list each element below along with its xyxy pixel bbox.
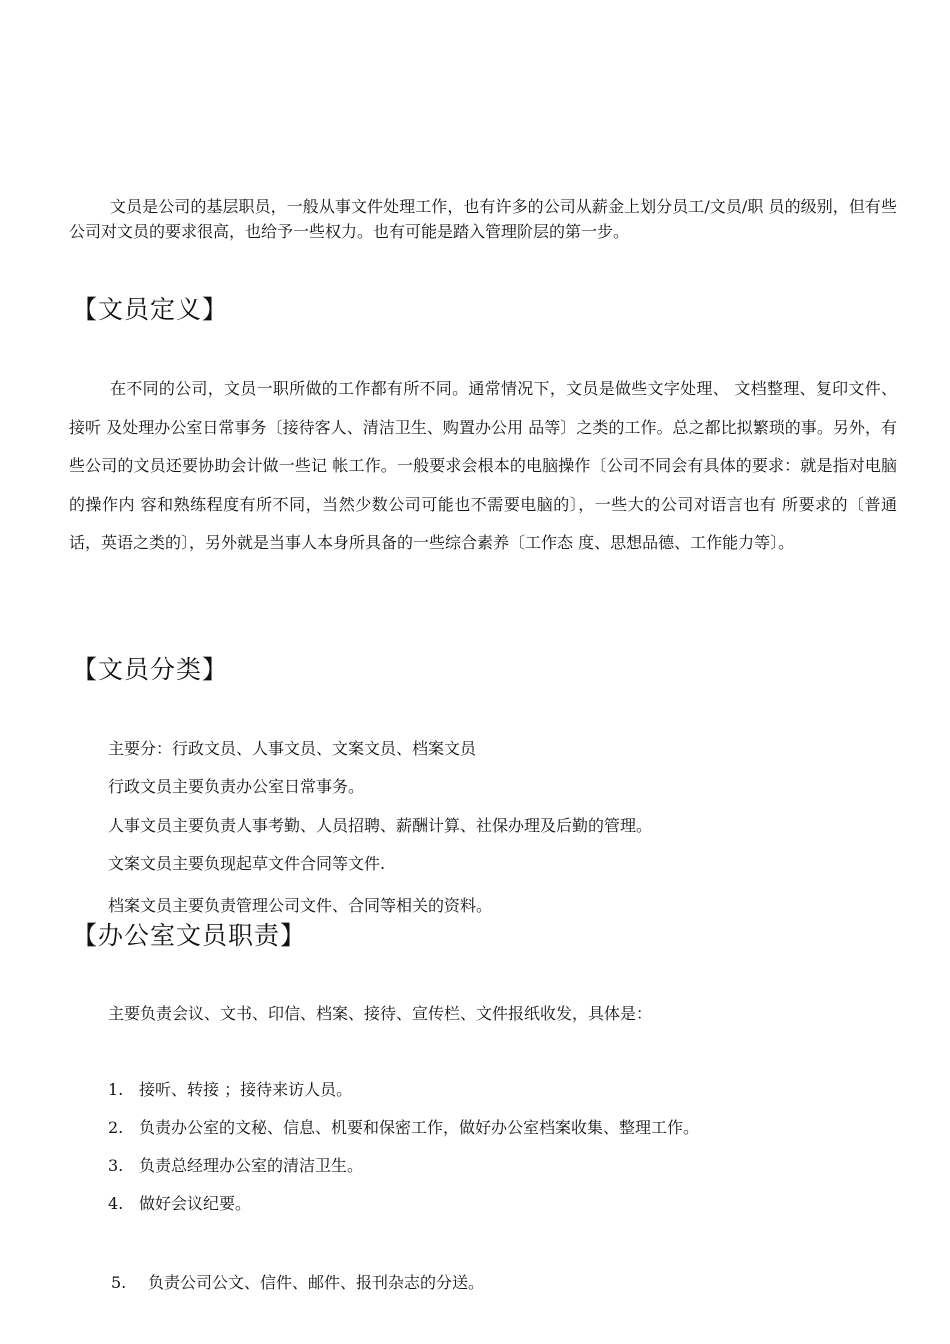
- classification-line: 行政文员主要负责办公室日常事务。: [108, 777, 365, 796]
- duty-item: [108, 1193, 251, 1215]
- duty-item-text: 负责总经理办公室的清洁卫生。: [139, 1156, 364, 1175]
- duties-heading: 【办公室文员职责】: [72, 921, 307, 950]
- duty-item-number: 2.: [108, 1118, 124, 1137]
- duty-item: [108, 1155, 363, 1177]
- duty-item-number: 1.: [108, 1080, 124, 1099]
- classification-line: 主要分：行政文员、人事文员、文案文员、档案文员: [108, 739, 477, 758]
- duty-item-text: 负责办公室的文秘、信息、机要和保密工作，做好办公室档案收集、整理工作。: [139, 1118, 700, 1137]
- duties-intro: 主要负责会议、文书、印信、档案、接待、宣传栏、文件报纸收发，具体是：: [108, 1004, 653, 1023]
- duty-item: [108, 1079, 352, 1101]
- duty-item: [111, 1272, 484, 1294]
- duty-item-number: 5.: [111, 1273, 127, 1292]
- classification-line: 文案文员主要负现起草文件合同等文件.: [108, 854, 386, 873]
- duty-item-text: 负责公司公文、信件、邮件、报刊杂志的分送。: [148, 1273, 485, 1292]
- definition-paragraph: 在不同的公司，文员一职所做的工作都有所不同。通常情况下，文员是做些文字处理、 文档整理、复印文件、接听 及处理办公室日常事务〔接待客人、清洁卫生、购置办公用 品等〕之类的工作。总之都比拟繁琐的事。另外，有些公司的文员还要协助会计做一些记 帐工作。一般要求会根本的电脑操作〔公司不同会有具体的要求：就是指对电脑的操作内 容和熟练程度有所不同，当然少数公司可能也不需要电脑的〕，一些大的公司对语言也有 所要求的〔普通话，英语之类的〕，另外就是当事人本身所具备的一些综合素养〔工作态 度、思想品德、工作能力等〕。: [69, 379, 897, 552]
- duty-item: [108, 1117, 699, 1139]
- duty-item-number: 3.: [108, 1156, 124, 1175]
- classification-line: 人事文员主要负责人事考勤、人员招聘、薪酬计算、社保办理及后勤的管理。: [108, 816, 653, 835]
- classification-line: 档案文员主要负责管理公司文件、合同等相关的资料。: [108, 896, 493, 915]
- definition-heading: 【文员定义】: [72, 295, 229, 324]
- duty-item-number: 4.: [108, 1194, 124, 1213]
- duty-item-text: 接听、转接 ；接待来访人员。: [139, 1080, 353, 1099]
- intro-paragraph: 文员是公司的基层职员，一般从事文件处理工作，也有许多的公司从薪金上划分员工/文员/职 员的级别，但有些公司对文员的要求很高，也给予一些权力。也有可能是踏入管理阶层的第一步。: [69, 197, 897, 241]
- duty-item-text: 做好会议纪要。: [139, 1194, 252, 1213]
- classification-heading: 【文员分类】: [72, 655, 229, 684]
